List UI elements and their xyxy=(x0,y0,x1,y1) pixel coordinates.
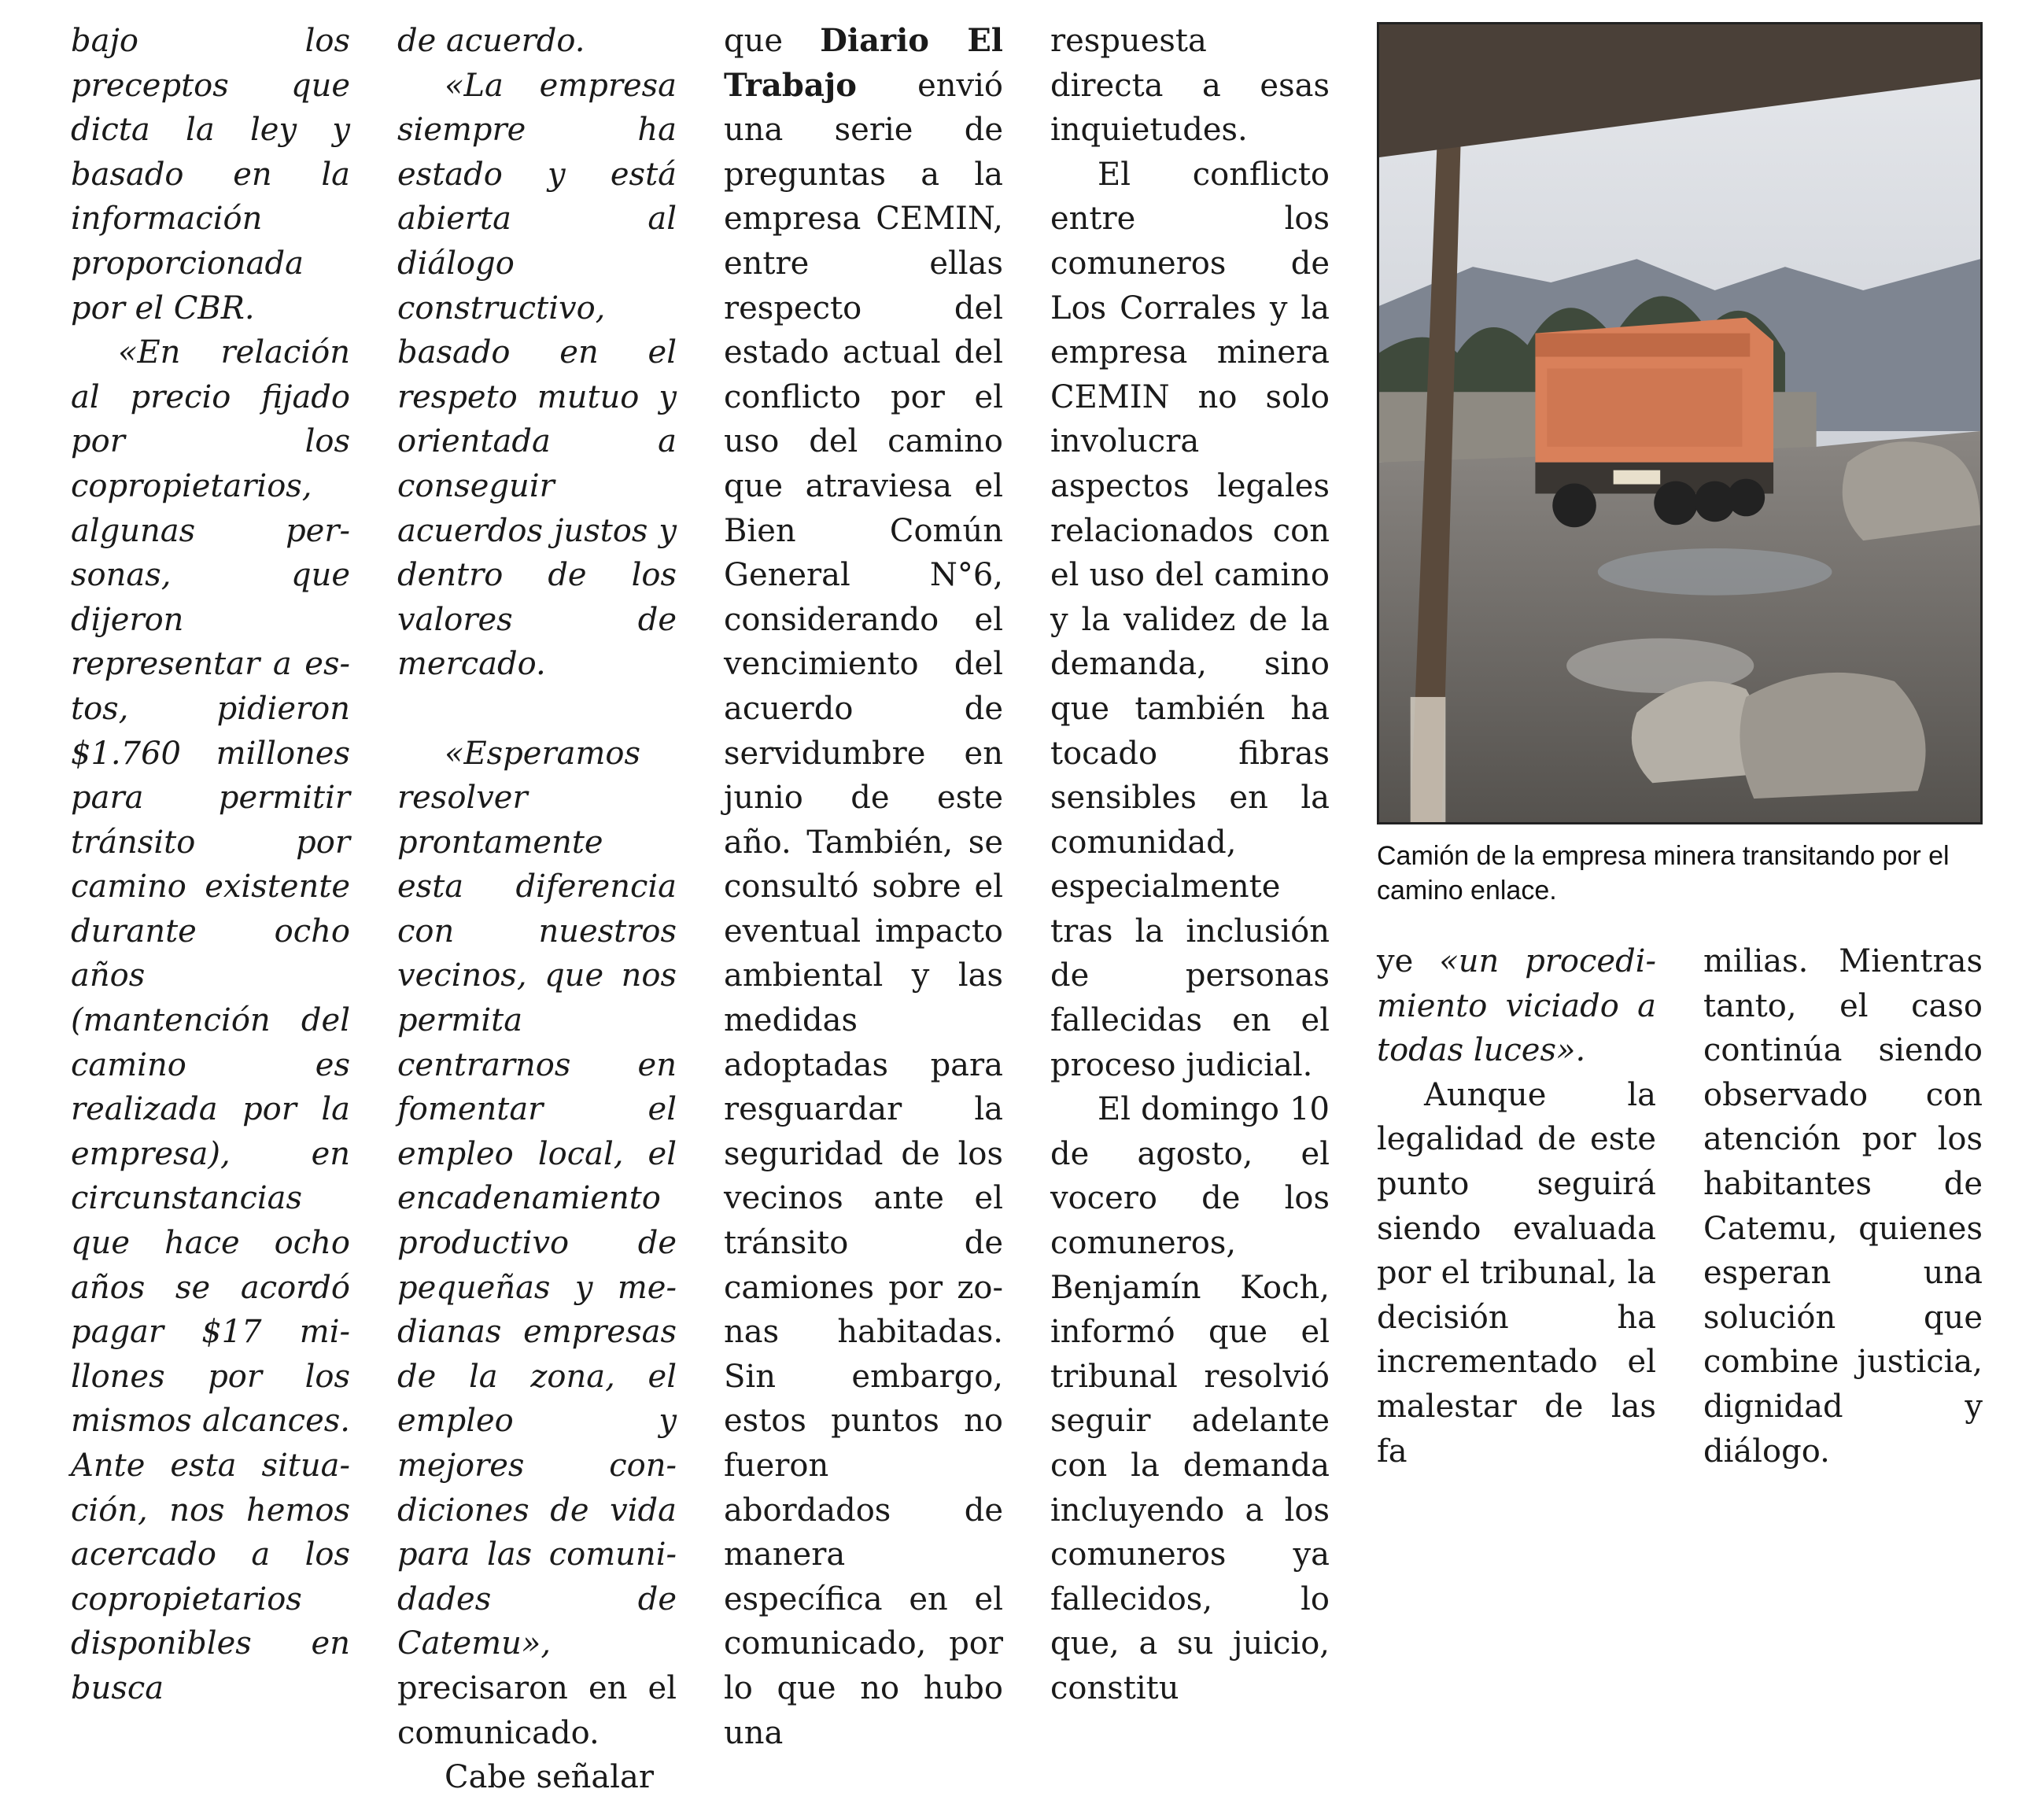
col3-lead-text: que xyxy=(724,23,821,59)
col4-paragraph-2: El conflicto entre los comuneros de Los Corrales y la empresa minera CEMIN no solo involucra aspectos legales relacionados con el uso del camino y la validez de la demanda, sino que también ha tocado fibras sensibles en la comunidad, especialmente tras la inclusión de personas fallecidas en el proceso judicial. xyxy=(1050,156,1330,1083)
col1-paragraph-1: bajo los preceptos que dicta la ley y basado en la información proporcionada por el CBR. xyxy=(71,23,350,326)
col1-paragraph-2: «En relación al precio fijado por los copropietarios, algunas personas, que dijeron representar a estos, pidieron $1.760 millones para permitir tránsito por camino existente durante ocho años (mantención del camino es realizada por la empresa), en circunstancias que hace ocho años se acordó pagar $17 millones por los mismos alcances. Ante esta situación, nos hemos acercado a los copropietarios disponibles en busca xyxy=(71,334,350,1706)
col6-paragraph-1: milias. Mientras tanto, el caso continúa siendo observado con atención por los habitantes de Catemu, quienes esperan una solución que combine justicia, dignidad y diálogo. xyxy=(1703,943,1983,1470)
post-marker xyxy=(1411,697,1446,822)
col5-quote-text: «un procedimiento viciado a todas luces». xyxy=(1377,943,1656,1069)
article-column-4 xyxy=(1050,19,1330,1711)
col3-body-text: envió una serie de preguntas a la empresa CEMIN, entre ellas respecto del estado actual del conflicto por el uso del camino que atraviesa el Bien Común General N°6, considerando el vencimiento del acuerdo de servidumbre en junio de este año. También, se consultó sobre el eventual impacto ambiental y las medidas adoptadas para resguardar la seguridad de los vecinos ante el tránsito de camiones por zonas habitadas. Sin embargo, estos puntos no fueron abordados de manera específica en el comunicado, por lo que no hubo una xyxy=(724,67,1003,1751)
col2-paragraph-1: de acuerdo. xyxy=(397,23,585,59)
col2-attribution-text: precisaron en el comunicado. xyxy=(397,1669,677,1751)
article-column-5 xyxy=(1377,939,1656,1474)
newspaper-name: Diario El Trabajo xyxy=(724,22,1003,104)
col4-paragraph-3: El domingo 10 de agosto, el vocero de los comuneros, Benjamín Koch, informó que el tribunal resolvió seguir adelante con la demanda incluyendo a los comuneros ya fallecidos, lo que, a su juicio, constitu xyxy=(1050,1091,1330,1706)
article-column-3 xyxy=(724,19,1003,1755)
col2-quote-text: «Esperamos resolver prontamente esta diferencia con nuestros vecinos, que nos permita centrarnos en fomentar el empleo local, el encadenamiento productivo de pequeñas y medianas empresas de la zona, el empleo y mejores condiciones de vida para las comunidades de Catemu», xyxy=(397,735,677,1662)
paragraph-gap xyxy=(397,687,677,732)
col2-paragraph-4: Cabe señalar xyxy=(445,1759,655,1796)
boulder-front xyxy=(1740,673,1925,799)
col3-paragraph-1 xyxy=(724,19,1003,1755)
news-photo xyxy=(1377,22,1983,824)
col5-paragraph-1 xyxy=(1377,939,1656,1073)
article-column-1 xyxy=(71,19,350,1711)
col5-lead-text: ye xyxy=(1377,943,1440,979)
col2-paragraph-3 xyxy=(397,732,677,1756)
article-column-2 xyxy=(397,19,677,1800)
truck-photo-illustration xyxy=(1379,24,1980,822)
col2-paragraph-2: «La empresa siempre ha estado y está abierta al diálogo constructivo, basado en el respeto mutuo y orientada a conseguir acuerdos justos y dentro de los valores de mercado. xyxy=(397,67,677,683)
col5-paragraph-2: Aunque la legalidad de este punto seguirá siendo evaluada por el tribunal, la decisión ha incrementado el malestar de las fa xyxy=(1377,1076,1656,1470)
photo-caption: Camión de la empresa minera transitando por el camino enlace. xyxy=(1377,841,1950,906)
col4-paragraph-1: respuesta directa a esas inquietudes. xyxy=(1050,23,1330,149)
article-column-6 xyxy=(1703,939,1983,1474)
water-puddle xyxy=(1598,548,1832,596)
